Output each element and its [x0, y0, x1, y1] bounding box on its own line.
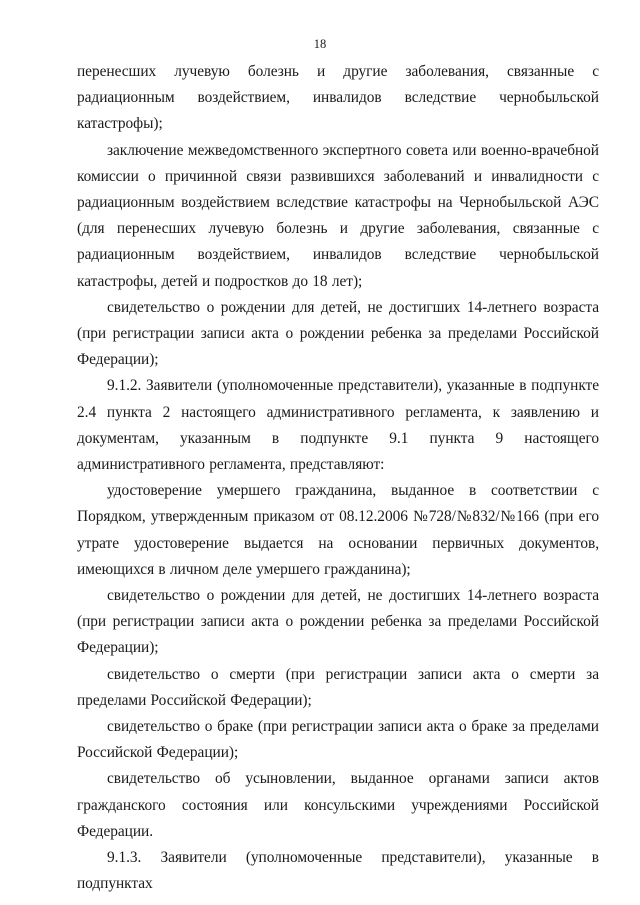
paragraph-4: 9.1.2. Заявители (уполномоченные представители), указанные в подпункте 2.4 пункта 2 настоящего административного регламента, к заявлению и документам, указанным в подпункте 9.1 пункта 9 настоящего административного регламента, представляют:: [77, 377, 599, 474]
paragraph-7: свидетельство о смерти (при регистрации записи акта о смерти за пределами Российской Федерации);: [77, 665, 599, 709]
paragraph-9: свидетельство об усыновлении, выданное органами записи актов гражданского состояния или консульскими учреждениями Российской Федерации.: [77, 770, 599, 840]
paragraph-2: заключение межведомственного экспертного совета или военно-врачебной комиссии о причинной связи развившихся заболеваний и инвалидности с радиационным воздействием вследствие катастрофы на Чернобыльской АЭС (для перенесших лучевую болезнь и другие заболевания, связанные с радиационным воздействием, инвалидов вследствие чернобыльской катастрофы, детей и подростков до 18 лет);: [77, 141, 599, 290]
paragraph-6: свидетельство о рождении для детей, не достигших 14-летнего возраста (при регистрации записи акта о рождении ребенка за пределами Российской Федерации);: [77, 587, 599, 657]
paragraph-3: свидетельство о рождении для детей, не достигших 14-летнего возраста (при регистрации записи акта о рождении ребенка за пределами Российской Федерации);: [77, 298, 599, 369]
paragraph-5: удостоверение умершего гражданина, выданное в соответствии с Порядком, утвержденным приказом от 08.12.2006 №728/№832/№166 (при его утрате удостоверение выдается на основании первичных документов, имеющихся в личном деле умершего гражданина);: [77, 482, 599, 578]
document-body: [77, 59, 599, 898]
paragraph-8: свидетельство о браке (при регистрации записи акта о браке за пределами Российской Федерации);: [77, 718, 599, 762]
page-number: 18: [313, 37, 327, 51]
paragraph-10: 9.1.3. Заявители (уполномоченные представители), указанные в подпунктах: [77, 849, 599, 893]
paragraph-1: перенесших лучевую болезнь и другие заболевания, связанные с радиационным воздействием, инвалидов вследствие чернобыльской катастрофы);: [77, 63, 599, 133]
